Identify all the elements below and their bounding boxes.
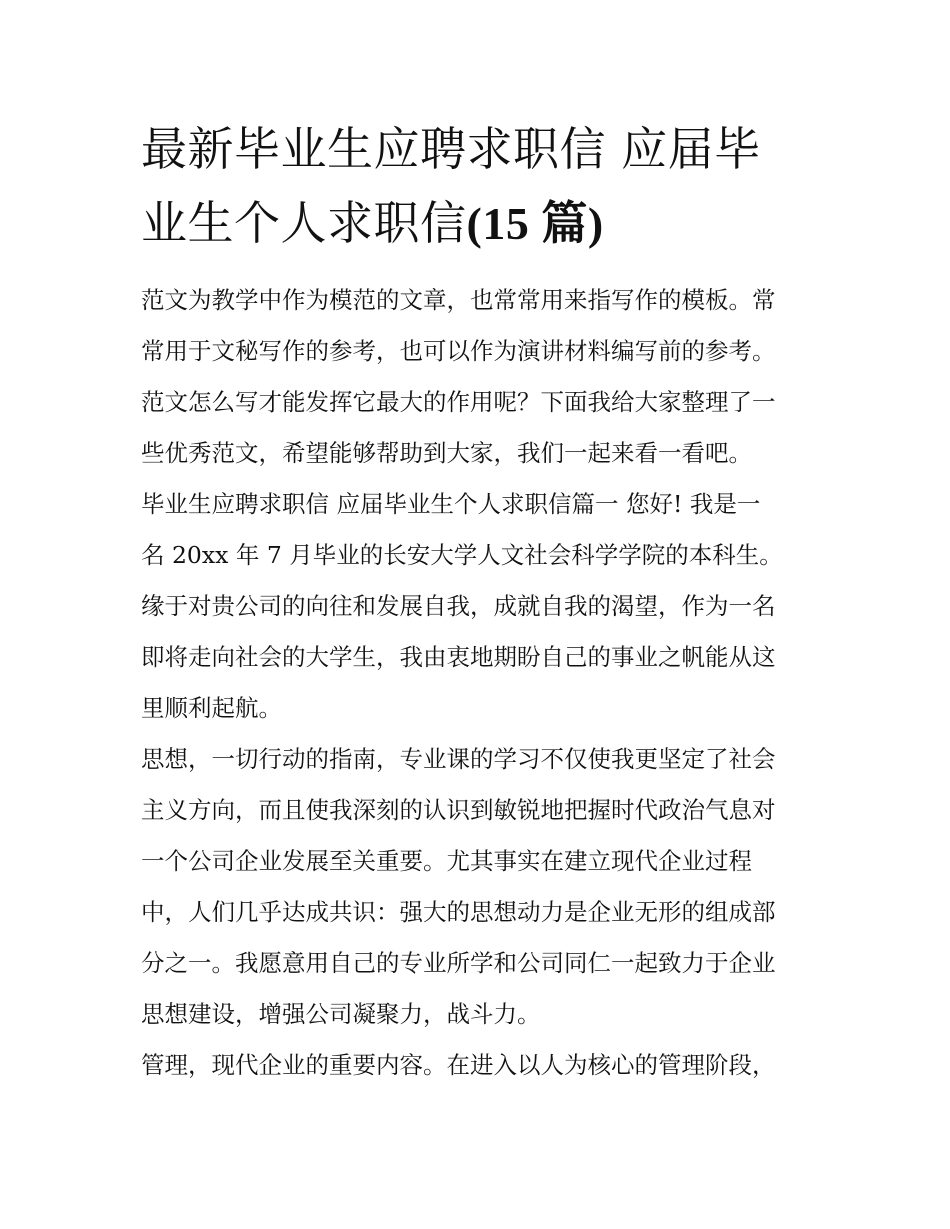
body-line: 中，人们几乎达成共识：强大的思想动力是企业无形的组成部 (141, 898, 776, 926)
body-line: 名 20xx 年 7 月毕业的长安大学人文社会科学学院的本科生。 (141, 541, 783, 569)
title-line-1: 最新毕业生应聘求职信 应届毕 (141, 122, 761, 176)
title-line-2 (141, 186, 813, 261)
body-line: 常用于文秘写作的参考，也可以作为演讲材料编写前的参考。 (141, 337, 776, 365)
body-line: 思想建设，增强公司凝聚力，战斗力。 (141, 1000, 541, 1028)
body-line: 即将走向社会的大学生，我由衷地期盼自己的事业之帆能从这 (141, 643, 776, 671)
title-line-2-text: 业生个人求职信 (141, 196, 467, 250)
body-line: 范文怎么写才能发挥它最大的作用呢？下面我给大家整理了一 (141, 388, 776, 416)
document-content (141, 112, 813, 1091)
body-line: 些优秀范文，希望能够帮助到大家，我们一起来看一看吧。 (141, 439, 752, 467)
title-count: (15 篇) (466, 198, 604, 249)
body-line: 分之一。我愿意用自己的专业所学和公司同仁一起致力于企业 (141, 949, 776, 977)
body-line: 思想，一切行动的指南，专业课的学习不仅使我更坚定了社会 (141, 745, 776, 773)
body-line: 管理，现代企业的重要内容。在进入以人为核心的管理阶段， (141, 1051, 776, 1079)
body-line: 一个公司企业发展至关重要。尤其事实在建立现代企业过程 (141, 847, 752, 875)
body-line: 里顺利起航。 (141, 694, 282, 722)
body-line: 主义方向，而且使我深刻的认识到敏锐地把握时代政治气息对 (141, 796, 776, 824)
body-line: 毕业生应聘求职信 应届毕业生个人求职信篇一 您好! 我是一 (141, 490, 761, 518)
document-body (141, 275, 813, 1091)
body-line: 范文为教学中作为模范的文章，也常常用来指写作的模板。常 (141, 286, 776, 314)
body-line: 缘于对贵公司的向往和发展自我，成就自我的渴望，作为一名 (141, 592, 776, 620)
document-title (141, 112, 813, 261)
